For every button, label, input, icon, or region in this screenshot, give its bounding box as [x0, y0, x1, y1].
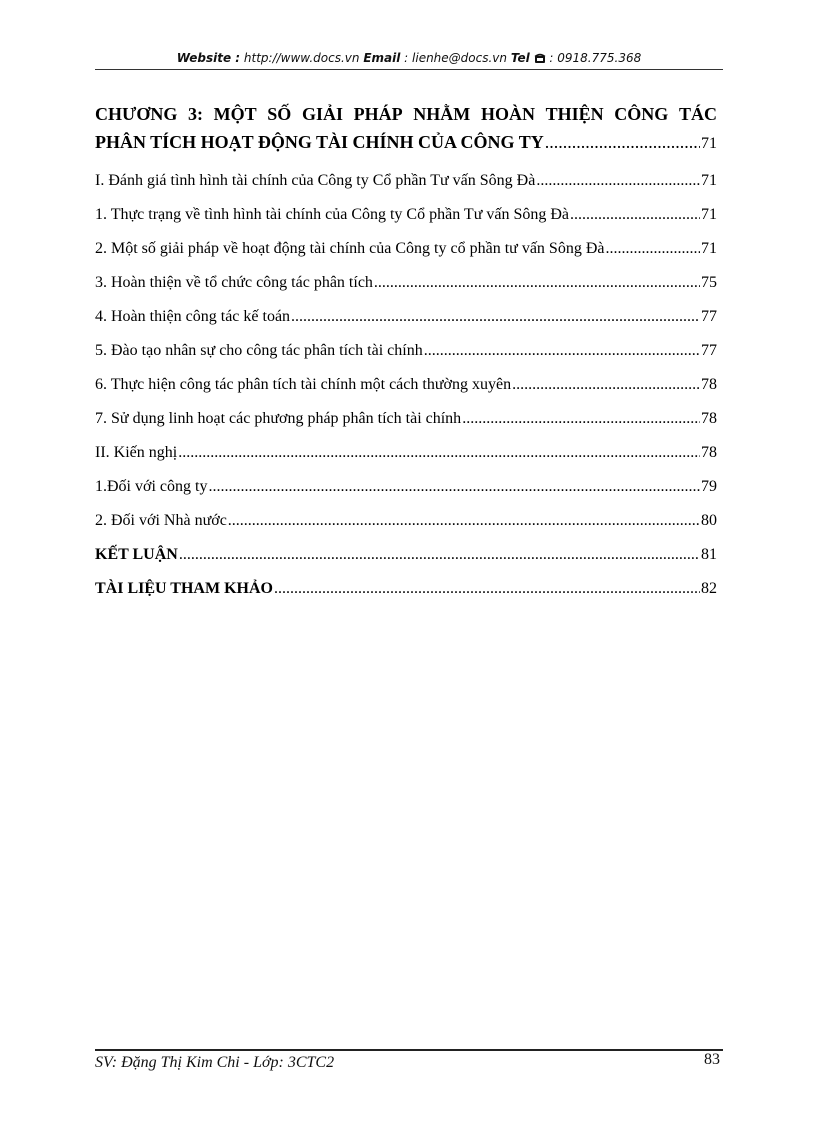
- dot-leader: [374, 266, 700, 300]
- page-number: 78: [701, 376, 717, 393]
- dot-leader: [536, 164, 700, 198]
- toc-entry-label: 2. Đối với Nhà nước: [95, 512, 227, 529]
- dot-leader: [179, 538, 700, 572]
- toc-entry-label: 2. Một số giải pháp về hoạt động tài chính của Công ty cổ phần tư vấn Sông Đà: [95, 240, 605, 257]
- page-number: 77: [701, 308, 717, 325]
- toc-entry[interactable]: [95, 436, 717, 470]
- chapter-word: CÔNG: [614, 104, 669, 124]
- page-number: 75: [701, 274, 717, 291]
- toc-entry-label: 1. Thực trạng về tình hình tài chính của Công ty Cổ phần Tư vấn Sông Đà: [95, 206, 570, 223]
- chapter-title-line2: [95, 128, 717, 158]
- dot-leader: [545, 128, 700, 156]
- toc-entry[interactable]: [95, 368, 717, 402]
- chapter-word: THIỆN: [545, 104, 604, 124]
- page-header: [95, 50, 723, 68]
- email-label: Email: [363, 51, 401, 65]
- table-of-contents: [95, 100, 717, 606]
- dot-leader: [178, 436, 700, 470]
- page-number: 77: [701, 342, 717, 359]
- dot-leader: [605, 232, 700, 266]
- toc-entry-label: 7. Sử dụng linh hoạt các phương pháp phân tích tài chính: [95, 410, 462, 427]
- toc-entry[interactable]: [95, 504, 717, 538]
- toc-entry[interactable]: [95, 266, 717, 300]
- phone-icon: [534, 52, 546, 68]
- toc-entries: [95, 164, 717, 606]
- chapter-word: SỐ: [267, 104, 292, 124]
- toc-entry-label: I. Đánh giá tình hình tài chính của Công ty Cổ phần Tư vấn Sông Đà: [95, 172, 536, 189]
- toc-entry-label: 1.Đối với công ty: [95, 478, 208, 495]
- toc-entry-label: TÀI LIỆU THAM KHẢO: [95, 580, 273, 597]
- footer-student-info: SV: Đặng Thị Kim Chi - Lớp: 3CTC2: [95, 1054, 335, 1071]
- page-number: 71: [701, 206, 717, 223]
- dot-leader: [462, 402, 700, 436]
- chapter-title-line1: [95, 100, 717, 128]
- website-label: Website :: [176, 51, 241, 65]
- chapter-title-text: PHÂN TÍCH HOẠT ĐỘNG TÀI CHÍNH CỦA CÔNG TY: [95, 132, 544, 152]
- page-number: 71: [701, 240, 717, 257]
- chapter-word: TÁC: [678, 104, 717, 124]
- chapter-word: MỘT: [213, 104, 257, 124]
- page-number: 81: [701, 546, 717, 563]
- page-number: 82: [701, 580, 717, 597]
- dot-leader: [570, 198, 700, 232]
- toc-entry-label: 4. Hoàn thiện công tác kế toán: [95, 308, 291, 325]
- dot-leader: [291, 300, 700, 334]
- chapter-word: CHƯƠNG: [95, 104, 178, 124]
- toc-entry[interactable]: [95, 572, 717, 606]
- chapter-word: GIẢI: [301, 104, 343, 124]
- toc-entry-label: 6. Thực hiện công tác phân tích tài chính một cách thường xuyên: [95, 376, 512, 393]
- chapter-word: 3:: [187, 104, 203, 124]
- dot-leader: [424, 334, 700, 368]
- page-number: 78: [701, 410, 717, 427]
- footer-divider: [95, 1049, 723, 1051]
- toc-entry[interactable]: [95, 164, 717, 198]
- toc-entry[interactable]: [95, 334, 717, 368]
- chapter-word: HOÀN: [480, 104, 535, 124]
- dot-leader: [274, 572, 700, 606]
- toc-entry-label: 5. Đào tạo nhân sự cho công tác phân tích tài chính: [95, 342, 423, 359]
- toc-entry-label: II. Kiến nghị: [95, 444, 178, 461]
- toc-entry[interactable]: [95, 402, 717, 436]
- page-number: 80: [701, 512, 717, 529]
- chapter-word: NHẰM: [413, 104, 471, 124]
- tel-label: Tel: [510, 51, 530, 65]
- toc-entry[interactable]: [95, 198, 717, 232]
- page-number: 71: [701, 135, 717, 152]
- toc-entry[interactable]: [95, 232, 717, 266]
- dot-leader: [228, 504, 700, 538]
- dot-leader: [512, 368, 700, 402]
- toc-entry-label: KẾT LUẬN: [95, 546, 178, 563]
- email-link[interactable]: : lienhe@docs.vn: [404, 51, 508, 65]
- toc-entry[interactable]: [95, 538, 717, 572]
- website-link[interactable]: http://www.docs.vn: [243, 51, 360, 65]
- toc-chapter-heading[interactable]: [95, 100, 717, 158]
- chapter-word: PHÁP: [353, 104, 403, 124]
- toc-entry[interactable]: [95, 300, 717, 334]
- header-divider: [95, 69, 723, 70]
- page-number: 71: [701, 172, 717, 189]
- footer-page-number: 83: [704, 1051, 720, 1068]
- dot-leader: [208, 470, 700, 504]
- tel-value: : 0918.775.368: [549, 51, 642, 65]
- page-number: 78: [701, 444, 717, 461]
- toc-entry-label: 3. Hoàn thiện về tổ chức công tác phân tích: [95, 274, 373, 291]
- toc-entry[interactable]: [95, 470, 717, 504]
- page-number: 79: [701, 478, 717, 495]
